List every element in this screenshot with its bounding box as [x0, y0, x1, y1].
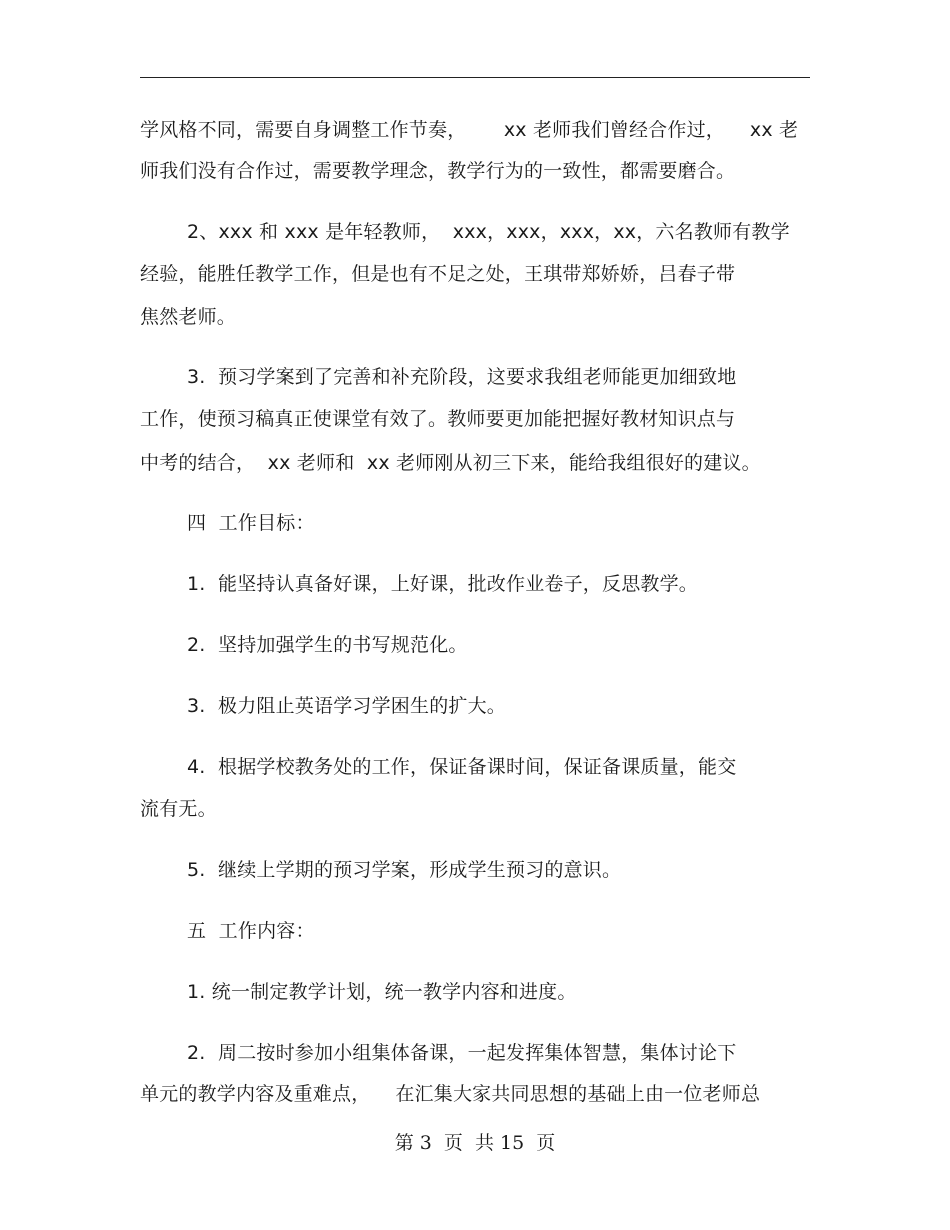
text-line: 3. 预习学案到了完善和补充阶段，这要求我组老师能更加细致地 [187, 366, 737, 388]
text-line: 单元的教学内容及重难点， 在汇集大家共同思想的基础上由一位老师总 [140, 1083, 761, 1105]
text-line: 中考的结合， xx 老师和 xx 老师刚从初三下来，能给我组很好的建议。 [140, 452, 761, 474]
list-item: 4. 根据学校教务处的工作，保证备课时间，保证备课质量，能交 [187, 756, 737, 778]
section-heading: 四 工作目标： [187, 512, 315, 534]
list-item: 3. 极力阻止英语学习学困生的扩大。 [187, 695, 507, 717]
text-line: 学风格不同，需要自身调整工作节奏， xx 老师我们曾经合作过， xx 老 [140, 119, 799, 141]
text-line: 流有无。 [140, 798, 217, 820]
list-item: 1. 统一制定教学计划，统一教学内容和进度。 [187, 981, 577, 1003]
text-line: 师我们没有合作过，需要教学理念，教学行为的一致性，都需要磨合。 [140, 160, 736, 182]
list-item: 5. 继续上学期的预习学案，形成学生预习的意识。 [187, 859, 622, 881]
text-line: 2、xxx 和 xxx 是年轻教师， xxx，xxx，xxx，xx，六名教师有教学 [187, 221, 790, 243]
list-item: 2. 坚持加强学生的书写规范化。 [187, 634, 468, 656]
section-heading: 五 工作内容： [187, 920, 315, 942]
list-item: 2. 周二按时参加小组集体备课，一起发挥集体智慧，集体讨论下 [187, 1042, 737, 1064]
text-line: 经验，能胜任教学工作，但是也有不足之处，王琪带郑娇娇，吕春子带 [140, 263, 736, 285]
page-number: 第 3 页 共 15 页 [394, 1132, 556, 1154]
header-rule [140, 77, 810, 78]
text-line: 工作，使预习稿真正使课堂有效了。教师要更加能把握好教材知识点与 [140, 408, 736, 430]
text-line: 焦然老师。 [140, 306, 237, 328]
list-item: 1. 能坚持认真备好课，上好课，批改作业卷子，反思教学。 [187, 573, 699, 595]
